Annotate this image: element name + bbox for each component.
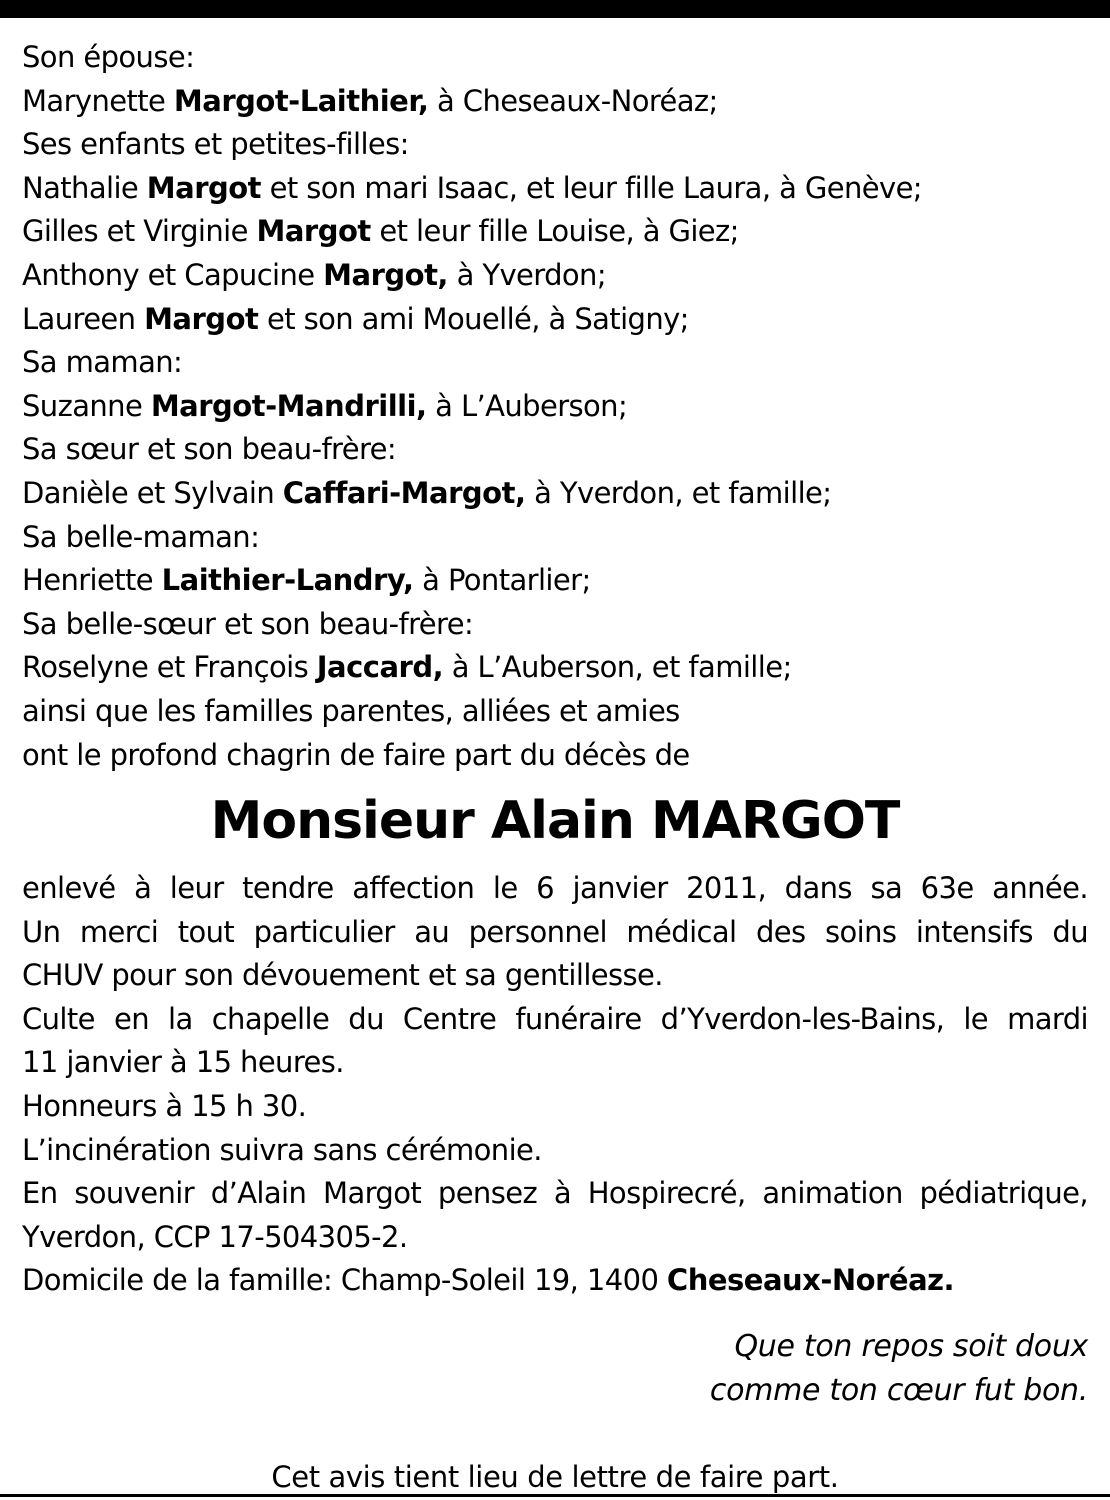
family-line-text: Son épouse: — [22, 40, 195, 74]
deceased-name: Monsieur Alain MARGOT — [210, 791, 900, 852]
details-line: CHUV pour son dévouement et sa gentillesse. — [22, 958, 663, 993]
family-line — [22, 559, 1088, 603]
family-line-location: et leur fille Louise, à Giez; — [370, 214, 739, 249]
family-line-location: à Yverdon; — [447, 257, 606, 292]
family-surname: Margot-Mandrilli, — [150, 388, 427, 423]
family-surname: Margot — [146, 170, 262, 205]
top-border-rule — [0, 0, 1110, 18]
bottom-border-rule — [0, 1494, 1110, 1497]
family-line-text: Ses enfants et petites-filles: — [22, 127, 409, 162]
family-line-text: Nathalie — [22, 170, 147, 205]
verse-line: comme ton cœur fut bon. — [709, 1373, 1088, 1409]
address-locality: Cheseaux-Noréaz. — [666, 1263, 955, 1298]
family-line-text: Sa maman: — [22, 345, 183, 380]
obituary-notice — [22, 36, 1088, 1499]
details-line: Un merci tout particulier au personnel médical des soins intensifs du — [22, 914, 1088, 949]
family-surname: Margot, — [323, 257, 448, 292]
family-line-text: Henriette — [22, 563, 162, 598]
family-line — [22, 472, 1088, 516]
family-line — [22, 36, 1088, 80]
family-line — [22, 210, 1088, 254]
family-address-line — [22, 1259, 1088, 1303]
address-text: Domicile de la famille: Champ-Soleil 19, 1400 — [22, 1263, 667, 1298]
family-surname: Margot-Laithier, — [173, 83, 429, 118]
family-line-text: Danièle et Sylvain — [22, 475, 283, 510]
family-line — [22, 734, 1088, 778]
family-surname: Caffari-Margot, — [282, 475, 526, 510]
family-line-text: Gilles et Virginie — [22, 214, 257, 249]
family-line-location: à Yverdon, et famille; — [525, 475, 832, 510]
details-line: Honneurs à 15 h 30. — [22, 1089, 307, 1124]
verse-line: Que ton repos soit doux — [734, 1329, 1088, 1365]
family-line-text: Suzanne — [22, 388, 151, 423]
family-line-location: et son mari Isaac, et leur fille Laura, à Genève; — [261, 170, 922, 205]
family-line-text: ainsi que les familles parentes, alliées et amies — [22, 693, 680, 728]
family-line-location: et son ami Mouellé, à Satigny; — [258, 301, 689, 336]
details-line: L’incinération suivra sans cérémonie. — [22, 1132, 542, 1167]
family-line — [22, 690, 1088, 734]
family-line — [22, 123, 1088, 167]
family-line — [22, 603, 1088, 647]
family-line-text: Roselyne et François — [22, 650, 317, 685]
details-line: enlevé à leur tendre affection le 6 janvier 2011, dans sa 63e année. — [22, 871, 1088, 906]
family-line — [22, 298, 1088, 342]
family-surname: Margot — [144, 301, 259, 336]
notice-details — [22, 867, 1088, 1303]
memorial-verse — [22, 1325, 1088, 1413]
family-line-location: à L’Auberson; — [426, 388, 628, 423]
details-line: Culte en la chapelle du Centre funéraire d’Yverdon-les-Bains, le mardi — [22, 1001, 1088, 1036]
family-line — [22, 385, 1088, 429]
details-line: En souvenir d’Alain Margot pensez à Hospirecré, animation pédiatrique, — [22, 1176, 1088, 1211]
family-line — [22, 254, 1088, 298]
family-line — [22, 516, 1088, 560]
family-line-text: Anthony et Capucine — [22, 257, 324, 292]
family-surname: Jaccard, — [316, 650, 444, 685]
family-line — [22, 428, 1088, 472]
family-line-text: Sa sœur et son beau-frère: — [22, 432, 397, 467]
details-line: 11 janvier à 15 heures. — [22, 1045, 344, 1080]
family-line-text: Sa belle-sœur et son beau-frère: — [22, 606, 474, 641]
family-line — [22, 167, 1088, 211]
details-line: Yverdon, CCP 17-504305-2. — [22, 1219, 408, 1254]
family-line-location: à Cheseaux-Noréaz; — [428, 83, 718, 118]
family-list — [22, 36, 1088, 777]
family-surname: Laithier-Landry, — [161, 563, 414, 598]
family-line — [22, 80, 1088, 124]
family-surname: Margot — [256, 214, 371, 249]
footer-note: Cet avis tient lieu de lettre de faire part. — [271, 1460, 839, 1495]
family-line — [22, 646, 1088, 690]
family-line-text: Marynette — [22, 83, 174, 118]
family-line-text: Sa belle-maman: — [22, 519, 260, 554]
family-line — [22, 341, 1088, 385]
family-line-location: à L’Auberson, et famille; — [443, 650, 792, 685]
family-line-text: Laureen — [22, 301, 145, 336]
family-line-text: ont le profond chagrin de faire part du décès de — [22, 737, 690, 772]
family-line-location: à Pontarlier; — [413, 563, 591, 598]
